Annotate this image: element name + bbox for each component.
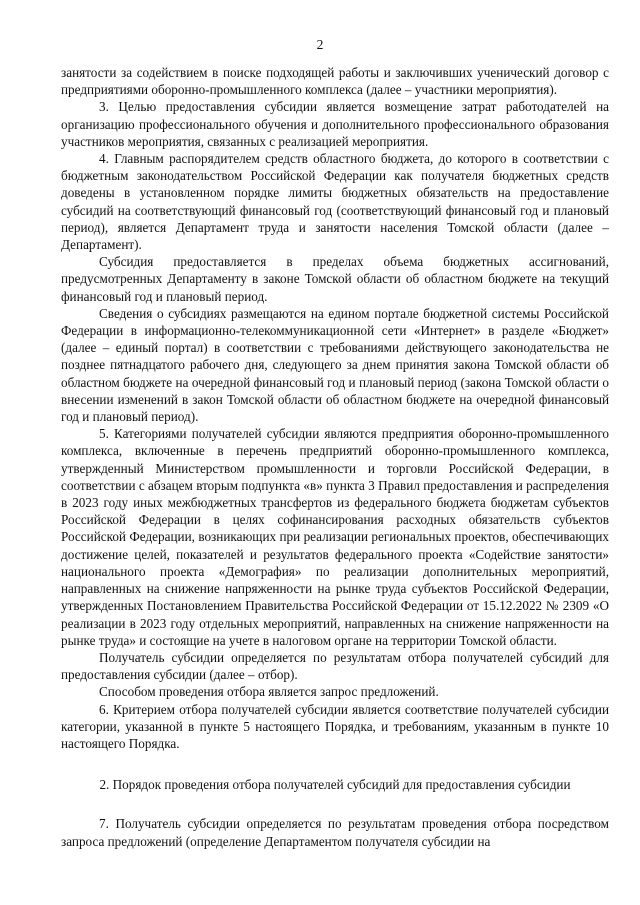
document-body — [61, 64, 609, 850]
paragraph: 6. Критерием отбора получателей субсидии является соответствие получателей субсидии категории, указанной в пункте 5 настоящего Порядка, и требованиям, указанным в пункте 10 настоящего Порядка. — [61, 701, 609, 751]
paragraph: 3. Целью предоставления субсидии является возмещение затрат работодателей на организацию профессионального обучения и дополнительного профессионального образования участников мероприятия, связанных с реализацией мероприятия. — [61, 99, 609, 149]
paragraph: 5. Категориями получателей субсидии являются предприятия оборонно-промышленного комплекса, включенные в перечень предприятий оборонно-промышленного комплекса, утвержденный Министерством промышленности и торговли Российской Федерации, в соответствии с абзацем вторым подпункта «в» пункта 3 Правил предоставления и распределения в 2023 году иных межбюджетных трансфертов из федерального бюджета бюджетам субъектов Российской Федерации в целях софинансирования расходных обязательств субъектов Российской Федерации, возникающих при реализации региональных проектов, обеспечивающих достижение целей, показателей и результатов федерального проекта «Содействие занятости» национального проекта «Демография» по реализации дополнительных мероприятий, направленных на снижение напряженности на рынке труда субъектов Российской Федерации, утвержденных Постановлением Правительства Российской Федерации от 15.12.2022 № 2309 «О реализации в 2023 году отдельных мероприятий, направленных на снижение напряженности на рынке труда» и состоящие на учете в налоговом органе на территории Томской области. — [61, 426, 609, 648]
paragraph: занятости за содействием в поиске подходящей работы и заключивших ученический договор с предприятиями оборонно-промышленного комплекса (далее – участники мероприятия). — [61, 65, 609, 98]
paragraph: 4. Главным распорядителем средств областного бюджета, до которого в соответствии с бюджетным законодательством Российской Федерации как получателя бюджетных средств доведены в установленном порядке лимиты бюджетных обязательств на предоставление субсидий на соответствующий финансовый год (соответствующий финансовый год и плановый период), является Департамент труда и занятости населения Томской области (далее – Департамент). — [61, 151, 609, 253]
paragraph: Сведения о субсидиях размещаются на едином портале бюджетной системы Российской Федерации в информационно-телекоммуникационной сети «Интернет» в разделе «Бюджет» (далее – единый портал) в соответствии с требованиями действующего законодательства не позднее пятнадцатого рабочего дня, следующего за днем принятия закона Томской области об областном бюджете на очередной финансовый год и плановый период (закона Томской области о внесении изменений в закон Томской области об областном бюджете на очередной финансовый год и плановый период). — [61, 305, 609, 425]
paragraph: 7. Получатель субсидии определяется по результатам проведения отбора посредством запроса предложений (определение Департаментом получателя субсидии на — [61, 816, 609, 849]
section-heading: 2. Порядок проведения отбора получателей субсидий для предоставления субсидии — [99, 777, 571, 793]
page-number: 2 — [316, 37, 324, 52]
paragraph: Способом проведения отбора является запрос предложений. — [99, 684, 439, 700]
paragraph: Субсидия предоставляется в пределах объема бюджетных ассигнований, предусмотренных Департаменту в законе Томской области об областном бюджете на текущий финансовый год и плановый период. — [61, 254, 609, 304]
paragraph: Получатель субсидии определяется по результатам отбора получателей субсидий для предоставления субсидии (далее – отбор). — [61, 649, 609, 683]
